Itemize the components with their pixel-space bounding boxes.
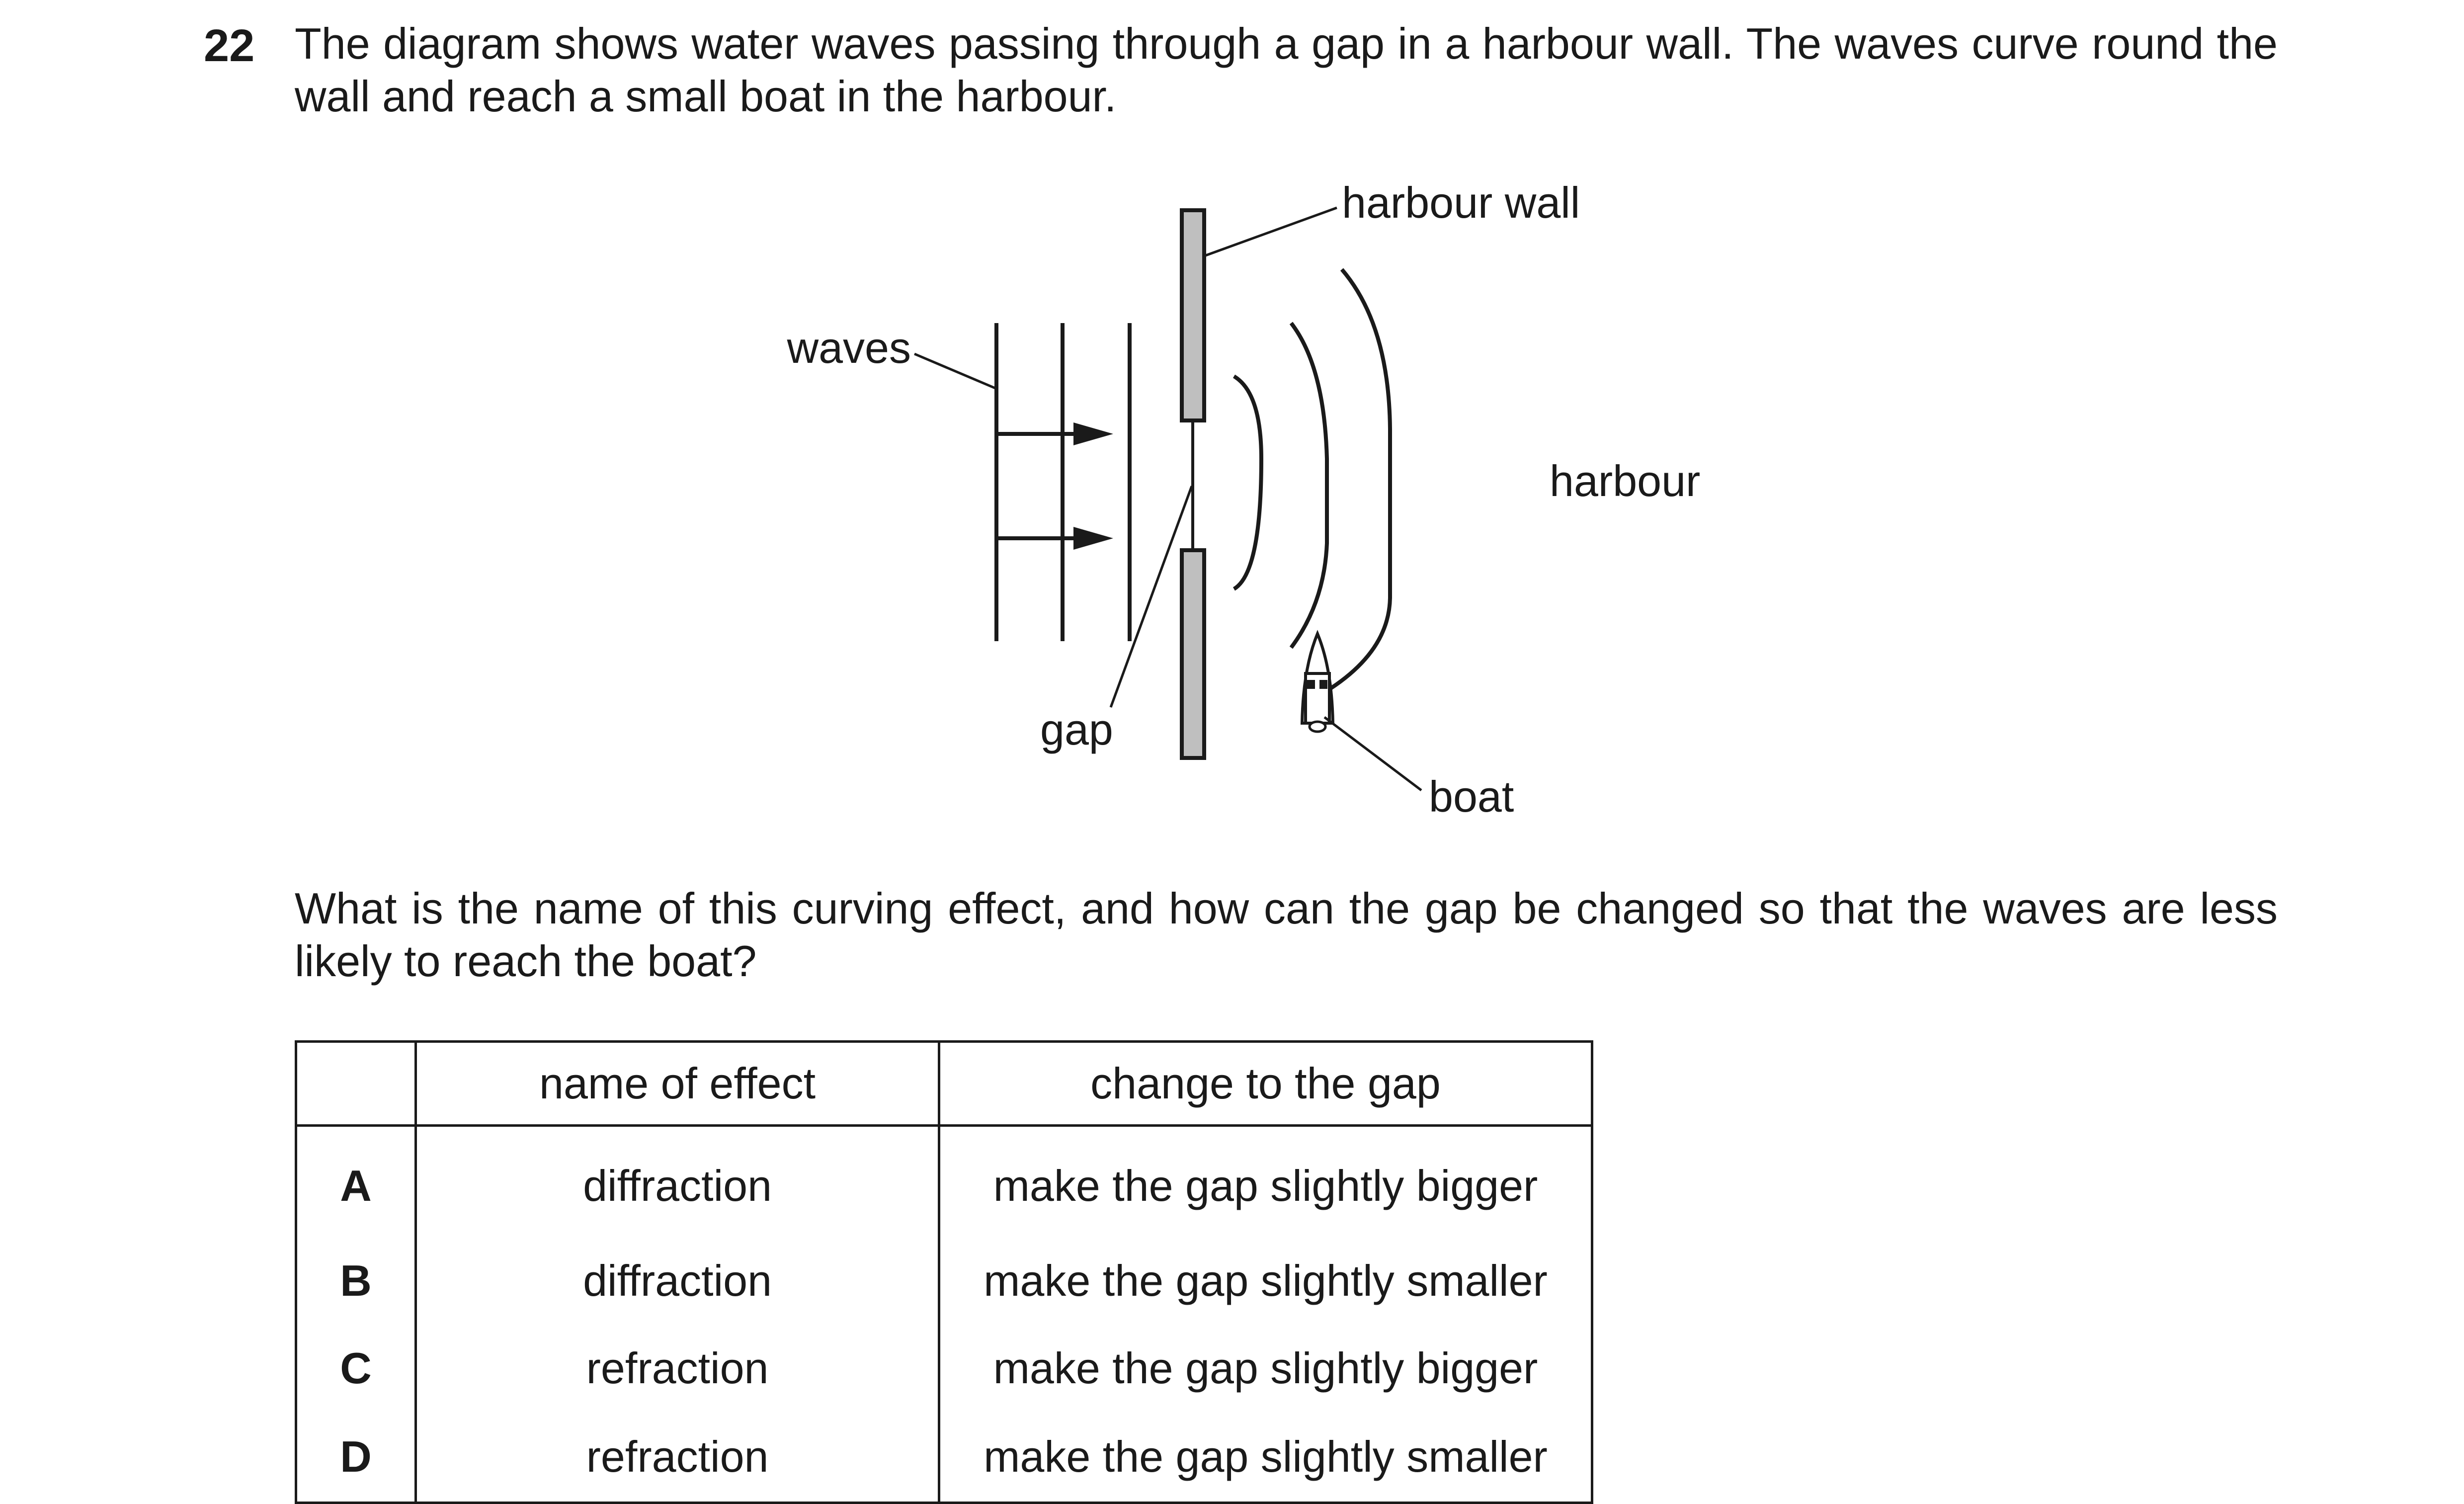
option-row-d: [296, 1412, 1592, 1503]
header-name-of-effect: name of effect: [416, 1042, 939, 1126]
diffracted-wavefronts: [1234, 269, 1390, 692]
option-letter: D: [296, 1412, 416, 1503]
boat-window-right: [1319, 680, 1327, 689]
option-letter: B: [296, 1237, 416, 1325]
label-boat: boat: [1429, 772, 1514, 821]
option-change: make the gap slightly bigger: [939, 1126, 1592, 1238]
label-gap: gap: [1040, 705, 1113, 754]
option-letter: C: [296, 1325, 416, 1412]
harbour-wall-leader: [1204, 208, 1337, 256]
label-harbour: harbour: [1550, 456, 1701, 505]
answer-options-table: [295, 1040, 1593, 1504]
option-row-b: [296, 1237, 1592, 1325]
boat-leader: [1324, 717, 1421, 790]
header-change-to-gap: change to the gap: [939, 1042, 1592, 1126]
label-harbour-wall: harbour wall: [1342, 178, 1580, 227]
question-number: 22: [204, 20, 255, 71]
boat-window-left: [1307, 680, 1315, 689]
header-letter: [296, 1042, 416, 1126]
option-effect: diffraction: [416, 1126, 939, 1238]
curved-wavefront-2: [1291, 323, 1327, 648]
option-row-a: [296, 1126, 1592, 1238]
harbour-wall: [1182, 210, 1204, 758]
option-change: make the gap slightly smaller: [939, 1412, 1592, 1503]
option-effect: diffraction: [416, 1237, 939, 1325]
option-row-c: [296, 1325, 1592, 1412]
wave-direction-arrows: [996, 422, 1113, 550]
arrow-upper-head: [1073, 422, 1113, 445]
question-stem: The diagram shows water waves passing through a gap in a harbour wall. The waves curve round the wall and reach a small boat in the harbour.: [295, 19, 2278, 121]
question-prompt: What is the name of this curving effect, and how can the gap be changed so that the waves are less likely to reach the boat?: [295, 884, 2278, 986]
arrow-lower-head: [1073, 527, 1113, 550]
curved-wavefront-3: [1324, 269, 1390, 692]
label-leaders: [914, 208, 1421, 790]
option-letter: A: [296, 1126, 416, 1238]
harbour-wall-upper: [1182, 210, 1204, 420]
option-change: make the gap slightly smaller: [939, 1237, 1592, 1325]
option-effect: refraction: [416, 1325, 939, 1412]
gap-leader: [1111, 486, 1192, 707]
incoming-wavefronts: [996, 323, 1130, 641]
boat-stern: [1310, 722, 1325, 732]
curved-wavefront-1: [1234, 376, 1261, 589]
option-effect: refraction: [416, 1412, 939, 1503]
waves-leader: [914, 354, 996, 389]
harbour-wall-lower: [1182, 550, 1204, 758]
table-header-row: [296, 1042, 1592, 1126]
boat-icon: [1302, 634, 1333, 732]
label-waves: waves: [787, 323, 911, 372]
option-change: make the gap slightly bigger: [939, 1325, 1592, 1412]
